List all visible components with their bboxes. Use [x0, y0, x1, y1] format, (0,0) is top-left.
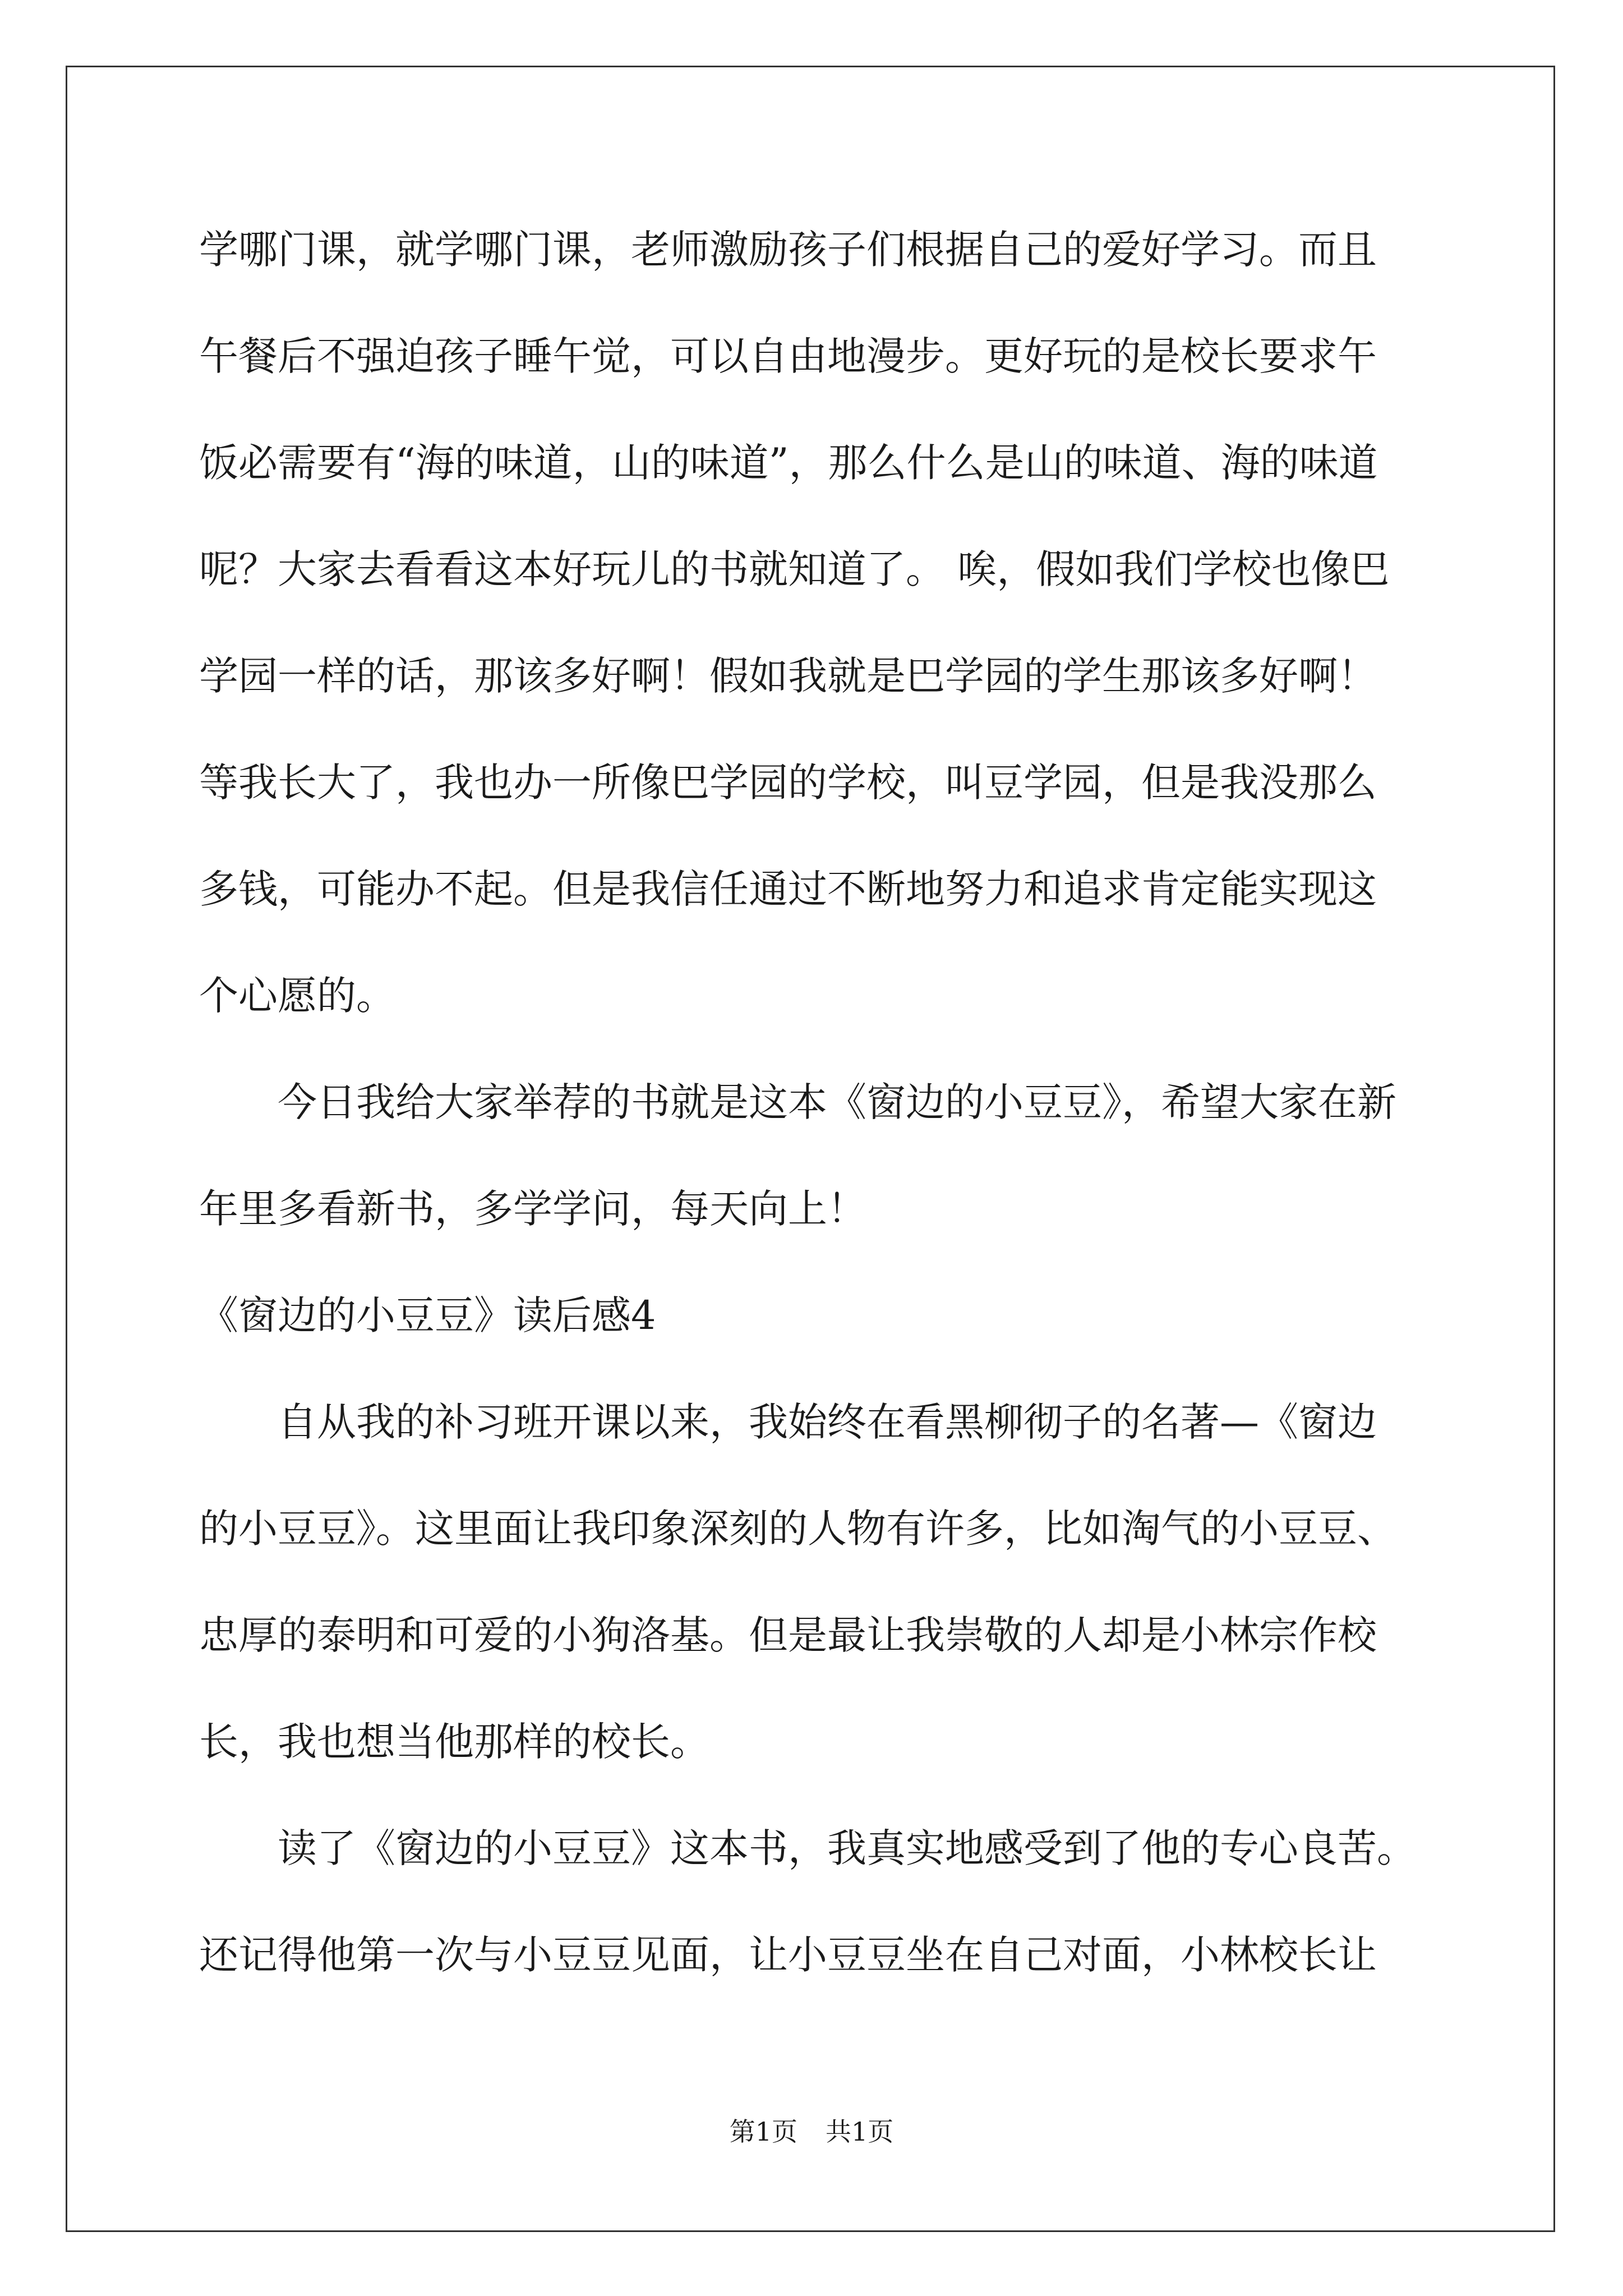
- text-line: 午餐后不强迫孩子睡午觉，可以自由地漫步。更好玩的是校长要求午: [199, 333, 1377, 379]
- text-line: 学哪门课，就学哪门课，老师激励孩子们根据自己的爱好学习。而且: [199, 227, 1377, 273]
- text-line: 读了《窗边的小豆豆》这本书，我真实地感受到了他的专心良苦。: [278, 1825, 1416, 1871]
- text-line: 多钱，可能办不起。但是我信任通过不断地努力和追求肯定能实现这: [199, 866, 1377, 912]
- text-line: 饭必需要有“海的味道，山的味道”，那么什么是山的味道、海的味道: [199, 440, 1378, 486]
- page-number: 第1页: [729, 2116, 797, 2147]
- text-line: 学园一样的话，那该多好啊！假如我就是巴学园的学生那该多好啊！: [199, 653, 1377, 699]
- section-heading: 《窗边的小豆豆》读后感4: [199, 1292, 656, 1338]
- text-line: 自从我的补习班开课以来，我始终在看黑柳彻子的名著—《窗边: [278, 1399, 1377, 1445]
- page-total: 共1页: [826, 2116, 894, 2147]
- text-line: 呢？大家去看看这本好玩儿的书就知道了。 唉，假如我们学校也像巴: [199, 546, 1390, 592]
- text-line: 等我长大了，我也办一所像巴学园的学校，叫豆学园，但是我没那么: [199, 760, 1377, 806]
- page-footer: [0, 2115, 1623, 2148]
- text-line: 忠厚的泰明和可爱的小狗洛基。但是最让我崇敬的人却是小林宗作校: [199, 1612, 1377, 1658]
- document-body: [199, 216, 1416, 2028]
- text-line: 长，我也想当他那样的校长。: [199, 1719, 709, 1765]
- text-line: 个心愿的。: [199, 973, 395, 1019]
- text-line: 还记得他第一次与小豆豆见面，让小豆豆坐在自己对面，小林校长让: [199, 1932, 1377, 1978]
- text-line: 年里多看新书，多学学问，每天向上！: [199, 1186, 866, 1232]
- text-line: 今日我给大家举荐的书就是这本《窗边的小豆豆》，希望大家在新: [278, 1079, 1396, 1125]
- text-line: 的小豆豆》。这里面让我印象深刻的人物有许多，比如淘气的小豆豆、: [199, 1506, 1396, 1552]
